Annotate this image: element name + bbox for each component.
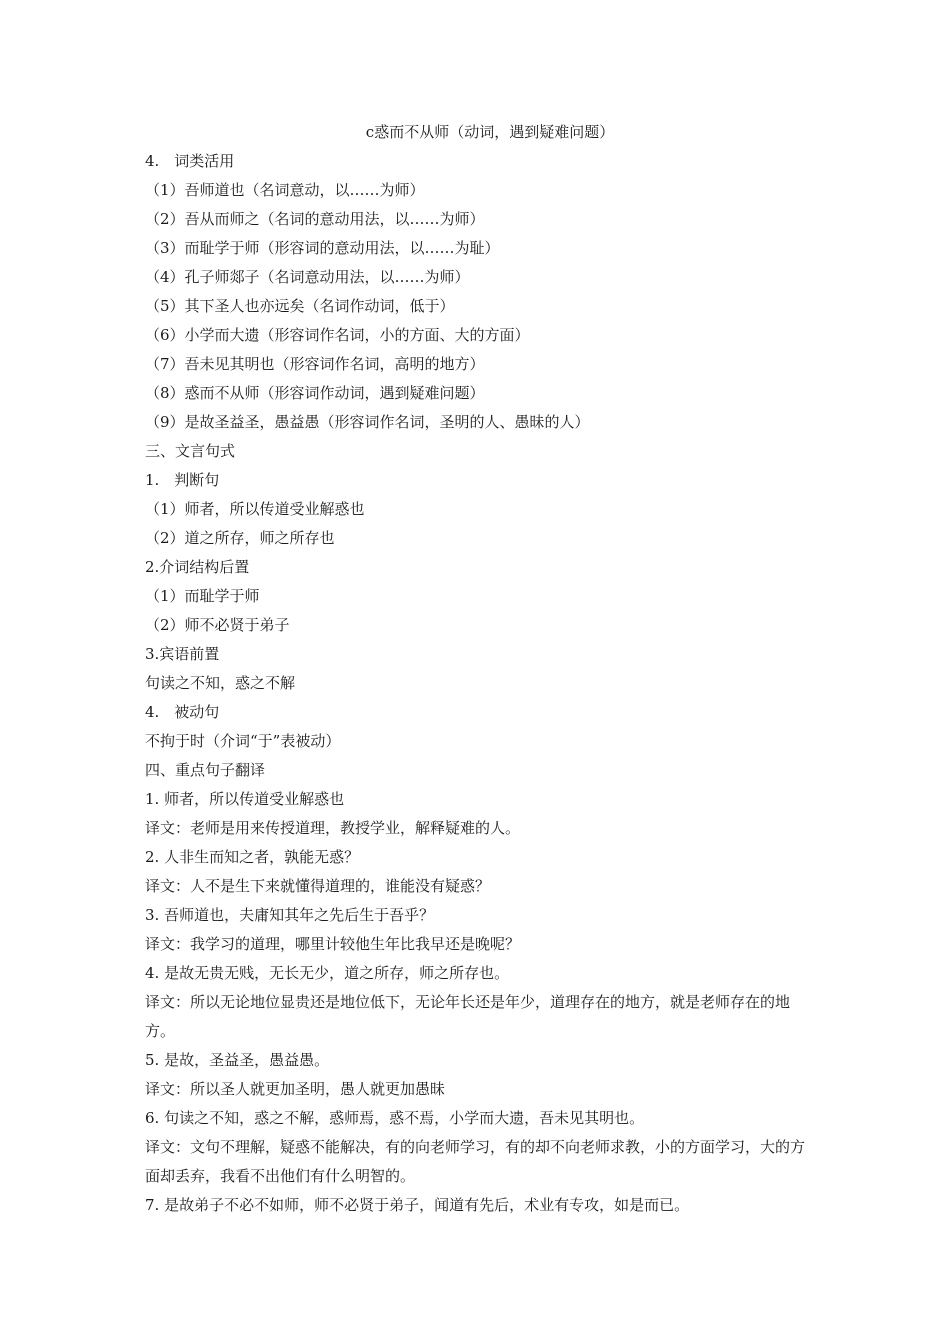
translation-line: 译文：文句不理解，疑惑不能解决，有的向老师学习，有的却不向老师求教，小的方面学习，大的方面却丢弃，我看不出他们有什么明智的。 — [145, 1138, 806, 1185]
text-line: （1）吾师道也（名词意动，以……为师） — [145, 181, 425, 199]
text-line: （1）师者，所以传道受业解惑也 — [145, 500, 365, 518]
section-heading: 4. 词类活用 — [145, 152, 235, 170]
sentence-line: 2. 人非生而知之者，孰能无惑？ — [145, 848, 360, 866]
section-heading: 三、文言句式 — [145, 442, 236, 460]
text-line: （9）是故圣益圣，愚益愚（形容词作名词，圣明的人、愚昧的人） — [145, 413, 590, 431]
sentence-line: 3. 吾师道也，夫庸知其年之先后生于吾乎？ — [145, 906, 435, 924]
translation-line: 译文：所以无论地位显贵还是地位低下，无论年长还是年少，道理存在的地方，就是老师存在的地方。 — [145, 993, 791, 1040]
section-heading: 四、重点句子翻译 — [145, 761, 266, 779]
sentence-line: 4. 是故无贵无贱，无长无少，道之所存，师之所存也。 — [145, 964, 510, 982]
text-line: （4）孔子师郯子（名词意动用法，以……为师） — [145, 268, 470, 286]
text-line: （5）其下圣人也亦远矣（名词作动词，低于） — [145, 297, 455, 315]
subsection-heading: 3.宾语前置 — [145, 645, 220, 663]
sentence-line: 7. 是故弟子不必不如师，师不必贤于弟子，闻道有先后，术业有专攻，如是而已。 — [145, 1196, 690, 1214]
text-line: 句读之不知，惑之不解 — [145, 674, 296, 692]
text-line: （8）惑而不从师（形容词作动词，遇到疑难问题） — [145, 384, 485, 402]
subsection-heading: 4. 被动句 — [145, 703, 220, 721]
text-line: （2）师不必贤于弟子 — [145, 616, 290, 634]
text-line: （1）而耻学于师 — [145, 587, 260, 605]
text-line: （7）吾未见其明也（形容词作名词，高明的地方） — [145, 355, 485, 373]
translation-line: 译文：所以圣人就更加圣明，愚人就更加愚昧 — [145, 1080, 446, 1098]
text-line: 不拘于时（介词“于”表被动） — [145, 732, 341, 750]
sentence-line: 6. 句读之不知，惑之不解，惑师焉，惑不焉，小学而大遗，吾未见其明也。 — [145, 1109, 645, 1127]
text-line: （3）而耻学于师（形容词的意动用法，以……为耻） — [145, 239, 500, 257]
sentence-line: 5. 是故，圣益圣，愚益愚。 — [145, 1051, 330, 1069]
text-line: c惑而不从师（动词，遇到疑难问题） — [365, 123, 615, 141]
subsection-heading: 2.介词结构后置 — [145, 558, 250, 576]
translation-line: 译文：我学习的道理，哪里计较他生年比我早还是晚呢？ — [145, 935, 521, 953]
text-line: （6）小学而大遗（形容词作名词，小的方面、大的方面） — [145, 326, 530, 344]
translation-line: 译文：人不是生下来就懂得道理的，谁能没有疑惑？ — [145, 877, 491, 895]
text-line: （2）吾从而师之（名词的意动用法，以……为师） — [145, 210, 485, 228]
subsection-heading: 1. 判断句 — [145, 471, 220, 489]
translation-line: 译文：老师是用来传授道理，教授学业，解释疑难的人。 — [145, 819, 521, 837]
sentence-line: 1. 师者，所以传道受业解惑也 — [145, 790, 345, 808]
text-line: （2）道之所存，师之所存也 — [145, 529, 335, 547]
document-body — [145, 118, 815, 1220]
